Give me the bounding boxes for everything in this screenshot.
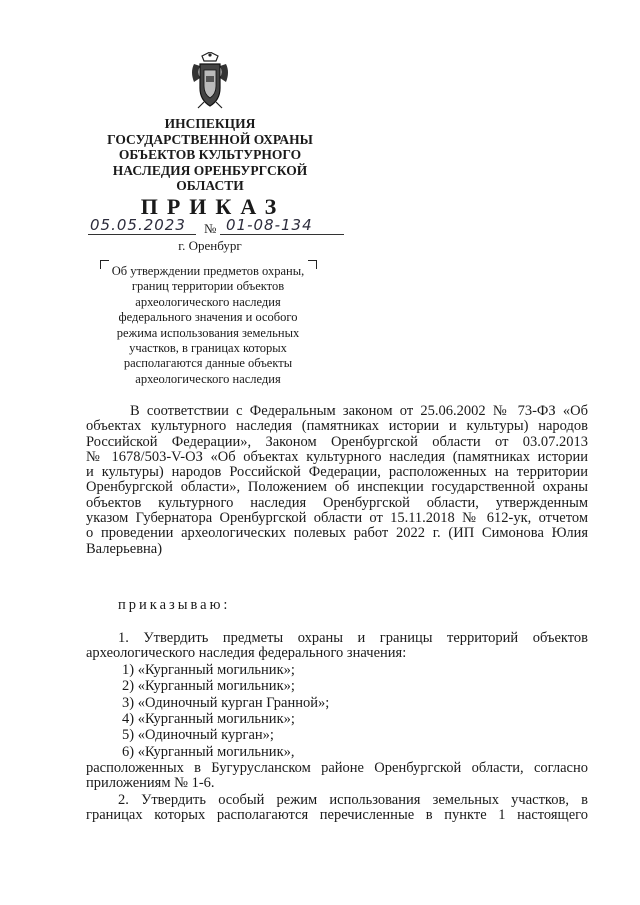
- subject-line: границ территории объектов: [131, 279, 285, 294]
- list-item: 3) «Одиночный курган Гранной»;: [122, 694, 330, 711]
- org-line: НАСЛЕДИЯ ОРЕНБУРГСКОЙ: [112, 162, 308, 178]
- point-2-line: границах которых располагаются перечисленные в пункте 1 настоящего: [86, 807, 588, 823]
- org-line: ИНСПЕКЦИЯ: [164, 116, 256, 131]
- subject-block: [98, 264, 318, 387]
- number-underline: [220, 234, 344, 235]
- list-item: 1) «Курганный могильник»;: [122, 661, 295, 678]
- point-1-line: расположенных в Бугурусланском районе Оренбургской области, согласно: [86, 760, 588, 776]
- point-1-line: археологического наследия федерального значения:: [86, 645, 407, 662]
- coat-of-arms-icon: [188, 52, 232, 110]
- number-sign: №: [204, 221, 217, 236]
- preamble-line: Оренбургской области», Положением об инспекции государственной охраны: [86, 480, 588, 496]
- issuing-authority: [100, 116, 320, 194]
- handwritten-number: 01-08-134: [226, 216, 313, 234]
- org-line: ОБЛАСТИ: [176, 178, 244, 194]
- subject-line: археологического наследия: [135, 371, 281, 386]
- preamble-line: № 1678/503-V-ОЗ «Об объектах культурного наследия (памятниках истории: [86, 449, 588, 465]
- preamble-line: указом Губернатора Оренбургской области от 15.11.2018 № 612-ук, отчетом: [86, 511, 588, 527]
- subject-line: участков, в границах которых: [129, 341, 287, 356]
- preamble-line: объектов культурного наследия Оренбургской области, утвержденным: [86, 495, 588, 511]
- preamble-line: объектах культурного наследия (памятниках истории и культуры) народов: [86, 419, 588, 435]
- city-label: г. Оренбург: [178, 238, 242, 253]
- list-item: 4) «Курганный могильник»;: [122, 710, 295, 727]
- list-item: 5) «Одиночный курган»;: [122, 727, 274, 744]
- point-2-line: 2. Утвердить особый режим использования земельных участков, в: [118, 791, 588, 808]
- point-1-line: 1. Утвердить предметы охраны и границы территорий объектов: [118, 630, 588, 646]
- subject-line: располагаются данные объекты: [123, 356, 293, 371]
- org-line: ГОСУДАРСТВЕННОЙ ОХРАНЫ: [107, 131, 313, 147]
- subject-line: Об утверждении предметов охраны,: [111, 264, 305, 278]
- handwritten-date: 05.05.2023: [90, 216, 186, 234]
- preamble-paragraph: [86, 404, 588, 557]
- preamble-line: о проведении археологических полевых работ 2022 г. (ИП Симонова Юлия: [86, 526, 588, 542]
- preamble-line: Российской Федерации», Законом Оренбургской области от 03.07.2013: [86, 434, 588, 450]
- subject-line: федерального значения и особого: [118, 310, 298, 325]
- order-word: приказываю:: [118, 597, 231, 613]
- point-1-line: приложениям № 1-6.: [86, 775, 215, 792]
- subject-line: режима использования земельных: [116, 325, 300, 340]
- subject-line: археологического наследия: [135, 294, 281, 309]
- list-item: 2) «Курганный могильник»;: [122, 678, 295, 695]
- date-number-line: [88, 216, 348, 238]
- date-underline: [88, 234, 196, 235]
- list-item: 6) «Курганный могильник»,: [122, 743, 295, 760]
- document-type-title: ПРИКАЗ: [140, 194, 286, 219]
- preamble-line: Валерьевна): [86, 540, 163, 557]
- org-line: ОБЪЕКТОВ КУЛЬТУРНОГО: [118, 147, 302, 163]
- preamble-line: В соответствии с Федеральным законом от 25.06.2002 № 73-ФЗ «Об: [130, 404, 588, 419]
- preamble-line: и культуры) народов Российской Федерации, расположенных на территории: [86, 465, 588, 481]
- order-points: [86, 630, 588, 822]
